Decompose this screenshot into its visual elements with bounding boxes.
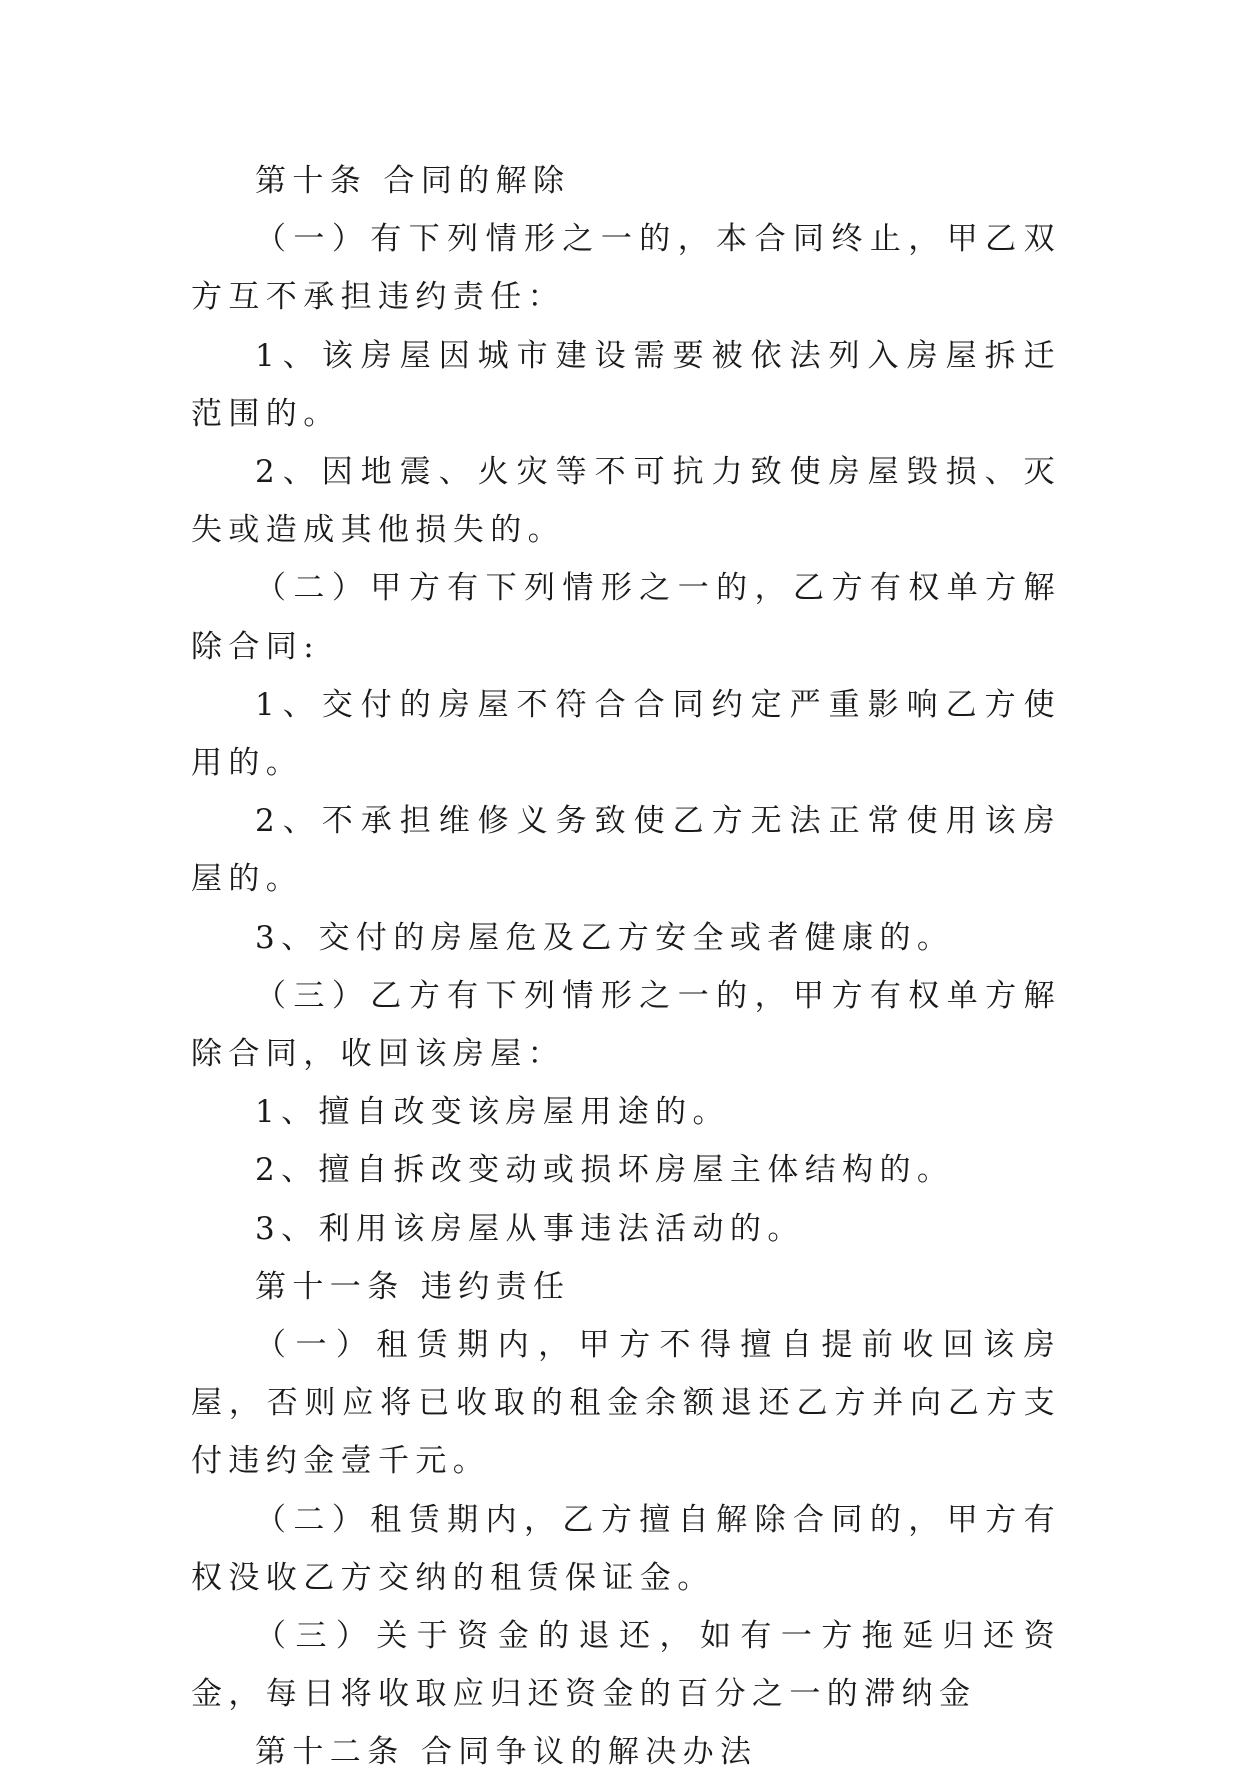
clause-item: 2、不承担维修义务致使乙方无法正常使用该房屋的。 (191, 803, 1061, 898)
clause-item: 1、擅自改变该房屋用途的。 (255, 1094, 730, 1131)
clause-liability-party-a: （一）租赁期内，甲方不得擅自提前收回该房屋，否则应将已收取的租金余额退还乙方并向乙方支付违约金壹千元。 (191, 1327, 1061, 1480)
clause-party-b-breach: （三）乙方有下列情形之一的，甲方有权单方解除合同，收回该房屋： (191, 977, 1061, 1073)
clause-item: 1、交付的房屋不符合合同约定严重影响乙方使用的。 (191, 686, 1061, 782)
clause-item: 3、利用该房屋从事违法活动的。 (255, 1210, 805, 1247)
clause-party-a-breach: （二）甲方有下列情形之一的，乙方有权单方解除合同: (191, 570, 1061, 665)
clause-item: 2、因地震、火灾等不可抗力致使房屋毁损、灭失或造成其他损失的。 (191, 454, 1061, 549)
clause-termination-general: （一）有下列情形之一的，本合同终止，甲乙双方互不承担违约责任： (191, 221, 1061, 316)
clause-late-fee: （三）关于资金的退还，如有一方拖延归还资金，每日将收取应归还资金的百分之一的滞纳金 (191, 1618, 1061, 1713)
section-heading-article-10: 第十条 合同的解除 (255, 163, 571, 199)
section-heading-article-11: 第十一条 违约责任 (255, 1268, 571, 1305)
clause-item: 3、交付的房屋危及乙方安全或者健康的。 (255, 919, 955, 956)
section-heading-article-12: 第十二条 合同争议的解决办法 (255, 1734, 758, 1771)
document-body (191, 152, 1061, 1782)
clause-liability-party-b: （二）租赁期内，乙方擅自解除合同的，甲方有权没收乙方交纳的租赁保证金。 (191, 1501, 1061, 1596)
clause-item: 1、该房屋因城市建设需要被依法列入房屋拆迁范围的。 (191, 337, 1061, 432)
clause-item: 2、擅自拆改变动或损坏房屋主体结构的。 (255, 1152, 955, 1189)
